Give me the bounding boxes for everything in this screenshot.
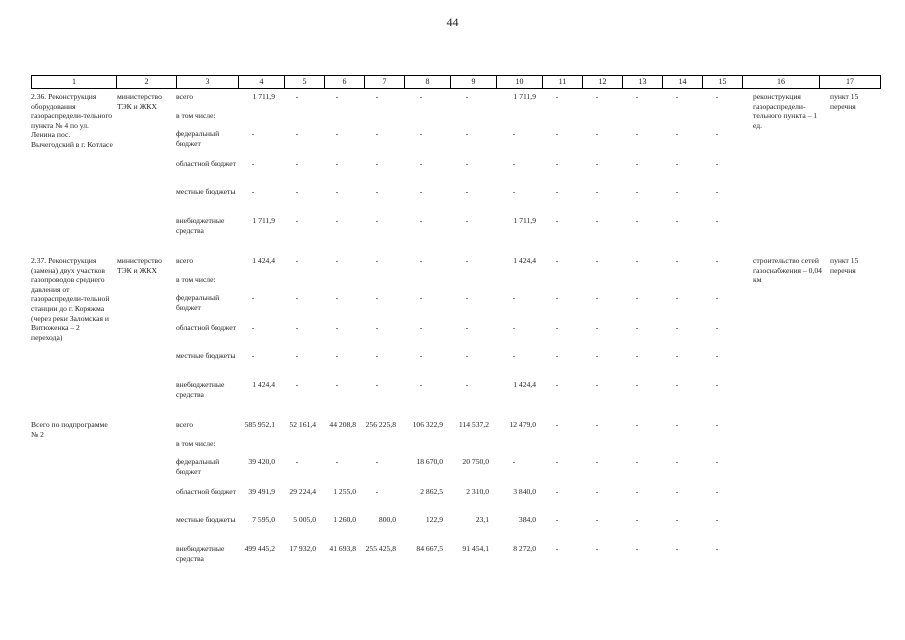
funding-value: - xyxy=(595,187,599,196)
funding-source-label: федеральный бюджет xyxy=(176,293,220,312)
funding-value: - xyxy=(465,323,469,332)
funding-value: 20 750,0 xyxy=(462,457,489,466)
funding-value: - xyxy=(555,187,559,196)
funding-row xyxy=(31,351,751,375)
funding-value: - xyxy=(555,351,559,360)
funding-value: - xyxy=(595,216,599,225)
funding-value: - xyxy=(595,487,599,496)
funding-value: - xyxy=(295,351,299,360)
block-description: 2.36. Реконструкция оборудования газораспредели-тельного пункта № 4 по ул. Ленина пос. Вычегодский в г. Котласе xyxy=(31,92,113,149)
header-cell: 13 xyxy=(623,76,663,89)
funding-source-label: местные бюджеты xyxy=(176,351,236,360)
funding-value: - xyxy=(555,515,559,524)
funding-source-label: всего xyxy=(176,92,194,101)
funding-value: - xyxy=(295,323,299,332)
funding-value: - xyxy=(335,256,339,265)
funding-value: - xyxy=(715,457,719,466)
funding-value: - xyxy=(335,216,339,225)
header-cell: 8 xyxy=(405,76,451,89)
funding-value: - xyxy=(419,187,423,196)
funding-value: 39 420,0 xyxy=(248,457,275,466)
funding-value: - xyxy=(635,293,639,302)
funding-value: - xyxy=(251,351,255,360)
funding-value: - xyxy=(675,515,679,524)
funding-value: - xyxy=(512,323,516,332)
funding-value: - xyxy=(375,159,379,168)
funding-value: 1 711,9 xyxy=(252,92,275,101)
funding-value: - xyxy=(595,92,599,101)
funding-value: - xyxy=(635,323,639,332)
funding-value: 8 272,0 xyxy=(513,544,536,553)
funding-value: - xyxy=(419,380,423,389)
funding-value: - xyxy=(512,457,516,466)
funding-value: 1 711,9 xyxy=(513,216,536,225)
funding-value: - xyxy=(715,159,719,168)
funding-value: - xyxy=(375,187,379,196)
funding-value: 2 310,0 xyxy=(466,487,489,496)
block-indicator: строительство сетей газоснабжения – 0,04 км xyxy=(753,256,822,285)
funding-value: 384,0 xyxy=(518,515,536,524)
funding-value: - xyxy=(335,457,339,466)
header-cell: 16 xyxy=(743,76,820,89)
block-indicator: реконструкция газораспредели-тельного пункта – 1 ед. xyxy=(753,92,818,130)
funding-value: - xyxy=(419,129,423,138)
funding-row xyxy=(31,487,751,511)
funding-value: 114 537,2 xyxy=(458,420,489,429)
funding-value: 5 005,0 xyxy=(293,515,316,524)
funding-value: - xyxy=(715,380,719,389)
funding-value: - xyxy=(465,129,469,138)
funding-value: - xyxy=(375,323,379,332)
funding-value: - xyxy=(465,256,469,265)
funding-value: - xyxy=(512,187,516,196)
funding-value: - xyxy=(512,159,516,168)
header-cell: 15 xyxy=(703,76,743,89)
funding-value: - xyxy=(335,323,339,332)
funding-value: 18 670,0 xyxy=(416,457,443,466)
funding-value: - xyxy=(675,129,679,138)
funding-value: - xyxy=(635,420,639,429)
funding-value: - xyxy=(675,487,679,496)
funding-value: - xyxy=(635,216,639,225)
funding-value: - xyxy=(715,515,719,524)
funding-value: - xyxy=(595,351,599,360)
funding-value: - xyxy=(335,187,339,196)
funding-row xyxy=(31,129,751,153)
funding-value: 1 424,4 xyxy=(252,256,275,265)
funding-value: - xyxy=(595,323,599,332)
funding-value: - xyxy=(555,256,559,265)
funding-value: - xyxy=(465,351,469,360)
funding-value: - xyxy=(465,159,469,168)
funding-value: 122,9 xyxy=(425,515,443,524)
funding-value: 12 479,0 xyxy=(509,420,536,429)
funding-value: - xyxy=(555,487,559,496)
funding-value: 585 952,1 xyxy=(244,420,275,429)
funding-row xyxy=(31,216,751,240)
funding-value: 2 862,5 xyxy=(420,487,443,496)
block-reference: пункт 15 перечня xyxy=(830,92,859,111)
funding-value: - xyxy=(635,92,639,101)
funding-value: - xyxy=(251,129,255,138)
funding-value: - xyxy=(295,256,299,265)
funding-value: 41 693,8 xyxy=(329,544,356,553)
funding-value: - xyxy=(335,380,339,389)
funding-value: 52 161,4 xyxy=(289,420,316,429)
funding-value: - xyxy=(555,380,559,389)
funding-value: 39 491,9 xyxy=(248,487,275,496)
funding-value: - xyxy=(555,92,559,101)
funding-value: - xyxy=(375,457,379,466)
page-number: 44 xyxy=(446,15,459,29)
funding-row xyxy=(31,515,751,539)
funding-value: 499 445,2 xyxy=(244,544,275,553)
funding-value: - xyxy=(715,129,719,138)
funding-source-label: федеральный бюджет xyxy=(176,457,220,476)
funding-value: - xyxy=(675,420,679,429)
header-cell: 11 xyxy=(543,76,583,89)
funding-value: - xyxy=(675,380,679,389)
funding-value: - xyxy=(251,323,255,332)
table-block xyxy=(31,420,880,570)
funding-value: - xyxy=(555,129,559,138)
funding-value: - xyxy=(251,293,255,302)
funding-value: - xyxy=(555,293,559,302)
funding-value: - xyxy=(675,216,679,225)
funding-value: - xyxy=(555,323,559,332)
funding-value: - xyxy=(375,380,379,389)
funding-value: - xyxy=(635,380,639,389)
funding-value: - xyxy=(675,457,679,466)
funding-value: - xyxy=(419,159,423,168)
funding-value: - xyxy=(635,129,639,138)
block-description: Всего по подпрограмме № 2 xyxy=(31,420,108,439)
block-executor: министерство ТЭК и ЖКХ xyxy=(117,92,162,111)
header-cell: 6 xyxy=(325,76,365,89)
funding-value: - xyxy=(675,323,679,332)
funding-value: - xyxy=(295,293,299,302)
funding-value: - xyxy=(555,544,559,553)
funding-value: - xyxy=(335,351,339,360)
funding-value: - xyxy=(675,159,679,168)
funding-value: - xyxy=(251,187,255,196)
funding-value: 91 454,1 xyxy=(462,544,489,553)
funding-value: 17 932,0 xyxy=(289,544,316,553)
funding-value: - xyxy=(555,216,559,225)
funding-value: - xyxy=(675,92,679,101)
funding-value: - xyxy=(375,216,379,225)
funding-value: - xyxy=(295,129,299,138)
funding-value: - xyxy=(595,256,599,265)
header-cell: 17 xyxy=(820,76,881,89)
funding-value: - xyxy=(715,420,719,429)
funding-value: - xyxy=(635,515,639,524)
funding-value: - xyxy=(419,293,423,302)
header-row xyxy=(32,76,881,89)
funding-row xyxy=(31,457,751,481)
funding-value: - xyxy=(419,256,423,265)
block-executor: министерство ТЭК и ЖКХ xyxy=(117,256,162,275)
funding-value: - xyxy=(512,293,516,302)
funding-value: - xyxy=(465,187,469,196)
funding-value: - xyxy=(635,159,639,168)
funding-value: - xyxy=(715,187,719,196)
funding-value: - xyxy=(465,293,469,302)
header-cell: 7 xyxy=(365,76,405,89)
funding-value: - xyxy=(295,187,299,196)
funding-value: - xyxy=(635,351,639,360)
funding-value: - xyxy=(595,457,599,466)
funding-value: 1 424,4 xyxy=(513,256,536,265)
funding-source-label: в том числе: xyxy=(176,111,216,120)
funding-source-label: местные бюджеты xyxy=(176,187,236,196)
funding-source-label: внебюджетные средства xyxy=(176,380,225,399)
header-cell: 10 xyxy=(497,76,543,89)
funding-value: 1 711,9 xyxy=(513,92,536,101)
funding-source-label: местные бюджеты xyxy=(176,515,236,524)
funding-source-label: областной бюджет xyxy=(176,487,236,496)
funding-value: 29 224,4 xyxy=(289,487,316,496)
header-cell: 2 xyxy=(117,76,177,89)
column-number-header xyxy=(31,75,881,89)
funding-source-label: внебюджетные средства xyxy=(176,216,225,235)
funding-source-label: областной бюджет xyxy=(176,323,236,332)
funding-value: - xyxy=(715,323,719,332)
funding-value: - xyxy=(295,457,299,466)
funding-value: - xyxy=(419,323,423,332)
funding-row xyxy=(31,187,751,211)
funding-value: 256 225,8 xyxy=(365,420,396,429)
funding-source-label: в том числе: xyxy=(176,275,216,284)
funding-value: - xyxy=(675,187,679,196)
funding-value: - xyxy=(335,293,339,302)
funding-value: - xyxy=(419,351,423,360)
funding-value: - xyxy=(465,92,469,101)
funding-value: - xyxy=(335,92,339,101)
funding-value: - xyxy=(675,351,679,360)
funding-value: 1 424,4 xyxy=(513,380,536,389)
funding-row xyxy=(31,293,751,317)
funding-value: 255 425,8 xyxy=(365,544,396,553)
header-cell: 5 xyxy=(285,76,325,89)
funding-source-label: федеральный бюджет xyxy=(176,129,220,148)
funding-value: - xyxy=(375,92,379,101)
table-block xyxy=(31,256,880,420)
header-cell: 9 xyxy=(451,76,497,89)
funding-value: 23,1 xyxy=(475,515,489,524)
funding-value: - xyxy=(715,256,719,265)
funding-value: 1 255,0 xyxy=(333,487,356,496)
funding-value: - xyxy=(295,92,299,101)
funding-value: - xyxy=(595,515,599,524)
funding-value: 800,0 xyxy=(378,515,396,524)
funding-value: - xyxy=(375,256,379,265)
funding-value: - xyxy=(512,129,516,138)
funding-value: - xyxy=(465,216,469,225)
funding-value: 1 424,4 xyxy=(252,380,275,389)
funding-value: - xyxy=(295,159,299,168)
funding-row xyxy=(31,544,751,568)
funding-value: - xyxy=(419,92,423,101)
funding-value: - xyxy=(715,487,719,496)
funding-source-label: внебюджетные средства xyxy=(176,544,225,563)
funding-value: - xyxy=(715,216,719,225)
header-cell: 12 xyxy=(583,76,623,89)
funding-row xyxy=(31,323,751,347)
funding-value: - xyxy=(375,129,379,138)
funding-row xyxy=(31,380,751,404)
table-block xyxy=(31,92,880,256)
header-cell: 1 xyxy=(32,76,117,89)
header-cell: 4 xyxy=(239,76,285,89)
funding-value: - xyxy=(595,293,599,302)
funding-value: - xyxy=(295,216,299,225)
funding-value: - xyxy=(635,187,639,196)
funding-value: - xyxy=(675,293,679,302)
funding-value: - xyxy=(465,380,469,389)
block-description: 2.37. Реконструкция (замена) двух участков газопроводов среднего давления от газораспредели-тельной станции до г. Коряжма (через реки Заломская и Витюженка – 2 перехода) xyxy=(31,256,110,342)
funding-value: 44 208,8 xyxy=(329,420,356,429)
funding-value: - xyxy=(295,380,299,389)
funding-value: - xyxy=(335,129,339,138)
funding-value: - xyxy=(715,544,719,553)
funding-value: - xyxy=(635,256,639,265)
funding-value: - xyxy=(635,457,639,466)
funding-source-label: всего xyxy=(176,256,194,265)
funding-value: - xyxy=(375,351,379,360)
funding-value: - xyxy=(251,159,255,168)
funding-value: - xyxy=(595,544,599,553)
funding-value: - xyxy=(715,351,719,360)
funding-value: - xyxy=(419,216,423,225)
header-cell: 14 xyxy=(663,76,703,89)
funding-value: - xyxy=(675,544,679,553)
funding-value: 84 667,5 xyxy=(416,544,443,553)
funding-value: - xyxy=(512,351,516,360)
funding-value: - xyxy=(335,159,339,168)
funding-value: - xyxy=(715,293,719,302)
funding-value: - xyxy=(715,92,719,101)
funding-value: - xyxy=(595,380,599,389)
funding-value: - xyxy=(555,420,559,429)
funding-value: - xyxy=(635,544,639,553)
funding-source-label: всего xyxy=(176,420,194,429)
funding-value: - xyxy=(595,129,599,138)
block-reference: пункт 15 перечня xyxy=(830,256,859,275)
funding-value: 1 711,9 xyxy=(252,216,275,225)
funding-value: 7 595,0 xyxy=(252,515,275,524)
funding-value: 3 840,0 xyxy=(513,487,536,496)
funding-source-label: в том числе: xyxy=(176,439,216,448)
funding-value: - xyxy=(635,487,639,496)
funding-value: 106 322,9 xyxy=(412,420,443,429)
funding-value: - xyxy=(675,256,679,265)
funding-source-label: областной бюджет xyxy=(176,159,236,168)
budget-table-body xyxy=(31,92,880,570)
funding-value: 1 260,0 xyxy=(333,515,356,524)
funding-value: - xyxy=(555,457,559,466)
funding-row xyxy=(31,159,751,183)
header-cell: 3 xyxy=(177,76,239,89)
funding-value: - xyxy=(375,487,379,496)
funding-value: - xyxy=(555,159,559,168)
funding-value: - xyxy=(595,159,599,168)
funding-value: - xyxy=(375,293,379,302)
funding-value: - xyxy=(595,420,599,429)
